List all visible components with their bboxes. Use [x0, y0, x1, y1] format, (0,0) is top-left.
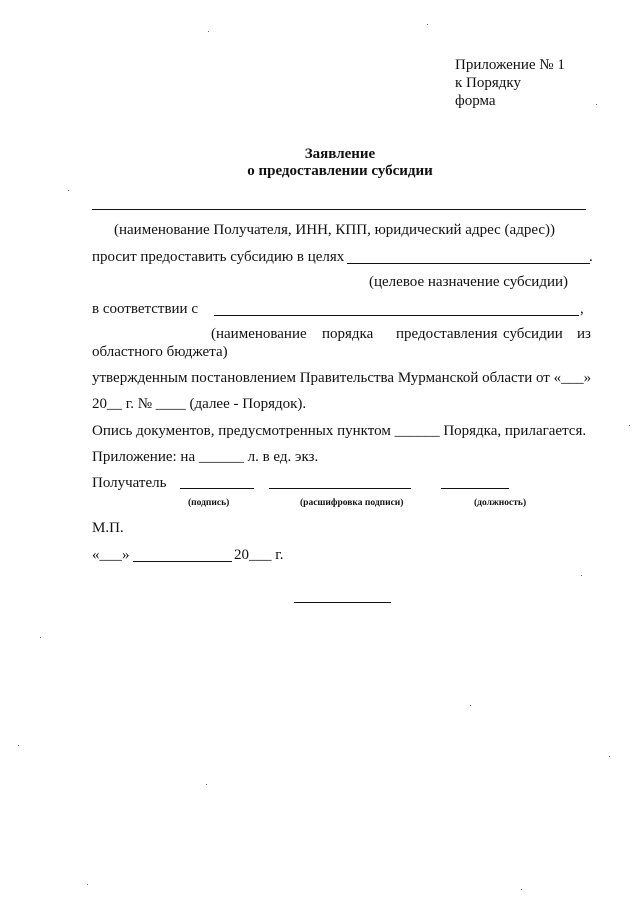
procedure-caption-word: предоставления — [396, 326, 498, 342]
scan-speck — [609, 756, 610, 757]
document-title: Заявление — [304, 146, 376, 162]
form-label: форма — [455, 93, 496, 109]
date-year: 20___ г. — [234, 547, 284, 563]
decode-caption: (расшифровка подписи) — [300, 498, 404, 508]
closing-divider — [294, 602, 391, 603]
attachment-line: Приложение: на ______ л. в ед. экз. — [92, 449, 319, 465]
scan-speck — [68, 190, 69, 191]
approved-line: утвержденным постановлением Правительства Мурманской области от «___» — [92, 370, 592, 386]
purpose-caption: (целевое назначение субсидии) — [369, 274, 569, 290]
accordance-comma: , — [580, 301, 584, 317]
appendix-reference: к Порядку — [455, 75, 521, 91]
scan-speck — [40, 637, 41, 638]
scan-speck — [470, 705, 471, 706]
signature-underline — [180, 488, 254, 489]
inventory-line: Опись документов, предусмотренных пунктом ______ Порядка, прилагается. — [92, 423, 587, 439]
position-caption: (должность) — [474, 498, 527, 508]
scan-speck — [427, 24, 428, 25]
position-underline — [441, 488, 509, 489]
scan-speck — [206, 784, 207, 785]
procedure-caption-word: из — [577, 326, 591, 342]
date-day: «___» — [92, 547, 130, 563]
scan-speck — [87, 884, 88, 885]
accordance-text: в соответствии с — [92, 301, 198, 317]
scan-speck — [629, 425, 630, 426]
request-period: . — [589, 249, 593, 265]
request-text: просит предоставить субсидию в целях — [92, 249, 345, 265]
scan-speck — [596, 104, 597, 105]
date-month-underline — [133, 561, 232, 562]
procedure-caption-word: субсидии — [503, 326, 563, 342]
scan-speck — [208, 31, 209, 32]
recipient-caption: (наименование Получателя, ИНН, КПП, юридический адрес (адрес)) — [114, 222, 555, 238]
scan-speck — [18, 745, 19, 746]
procedure-underline — [214, 315, 579, 316]
document-subtitle: о предоставлении субсидии — [247, 163, 433, 179]
signature-caption: (подпись) — [188, 498, 230, 508]
recipient-label: Получатель — [92, 475, 167, 491]
scan-speck — [581, 575, 582, 576]
signature-decode-underline — [269, 488, 411, 489]
procedure-caption-word: (наименование — [211, 326, 307, 342]
procedure-caption-word: порядка — [322, 326, 374, 342]
scan-speck — [521, 889, 522, 890]
appendix-number: Приложение № 1 — [455, 57, 565, 73]
purpose-underline — [347, 263, 590, 264]
stamp-place: М.П. — [92, 520, 124, 536]
decree-date-line: 20__ г. № ____ (далее - Порядок). — [92, 396, 307, 412]
procedure-caption-line2: областного бюджета) — [92, 344, 228, 360]
recipient-underline — [92, 209, 586, 210]
